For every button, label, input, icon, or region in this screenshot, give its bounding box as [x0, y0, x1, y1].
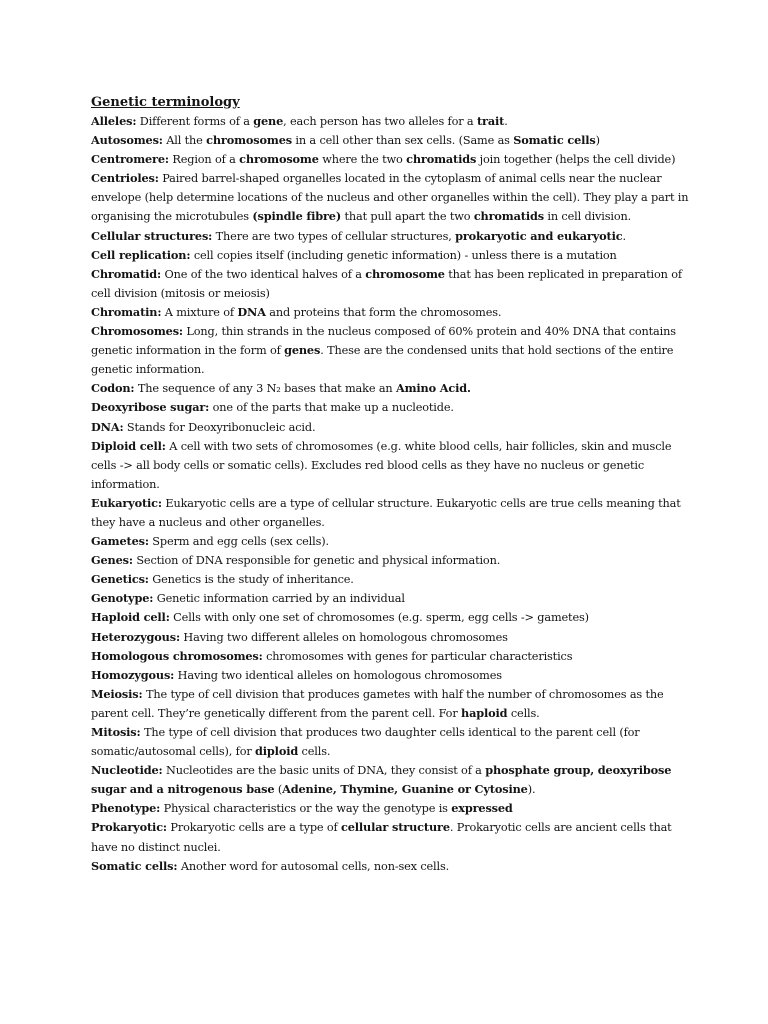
bold-term: chromatids [473, 209, 544, 224]
definition-text: . [504, 115, 508, 128]
bold-term: chromosome [239, 152, 319, 167]
bold-term: haploid [461, 705, 508, 720]
bold-term: DNA [237, 304, 266, 319]
glossary-entry [91, 685, 691, 723]
bold-term: Eukaryotic: [91, 495, 162, 510]
bold-term: (spindle fibre) [252, 209, 342, 224]
bold-term: Heterozygous: [91, 629, 180, 644]
definition-text: cell copies itself (including genetic information) - unless there is a mutation [190, 248, 617, 262]
bold-term: Amino Acid. [395, 381, 471, 396]
bold-term: Diploid cell: [91, 438, 166, 453]
bold-term: Adenine, Thymine, Guanine or Cytosine [282, 782, 528, 797]
bold-term: Somatic cells [513, 133, 596, 148]
definition-text: Another word for autosomal cells, non-sex cells. [177, 859, 450, 873]
definition-text: Paired barrel-shaped organelles located in the cytoplasm of animal cells near the nuclear envelope (help determine locations of the nucleus and other organelles within the cell). They play a part in organising the microtubules [91, 172, 689, 224]
definition-text: Nucleotides are the basic units of DNA, they consist of a [162, 764, 486, 778]
bold-term: Meiosis: [91, 686, 143, 701]
glossary-entry [91, 666, 691, 685]
bold-term: Genes: [91, 553, 133, 568]
glossary-entry [91, 131, 691, 150]
bold-term: Nucleotide: [91, 763, 163, 778]
definition-text: ) [595, 134, 600, 148]
terminology-list [91, 112, 691, 876]
bold-term: Phenotype: [91, 801, 161, 816]
glossary-entry [91, 647, 691, 666]
definition-text: in cell division. [543, 210, 632, 224]
definition-text: One of the two identical halves of a [161, 267, 366, 281]
definition-text: Region of a [168, 153, 240, 167]
bold-term: DNA: [91, 419, 124, 434]
glossary-entry [91, 112, 691, 131]
glossary-entry [91, 379, 691, 398]
definition-text: All the [162, 134, 207, 148]
definition-text: where the two [318, 153, 407, 167]
bold-term: prokaryotic and eukaryotic [455, 228, 623, 243]
definition-text: Eukaryotic cells are a type of cellular structure. Eukaryotic cells are true cells meaning that they have a nucleus and other organelles. [91, 496, 681, 529]
document-title: Genetic terminology [91, 95, 240, 110]
bold-term: Somatic cells: [91, 858, 178, 873]
bold-term: Genotype: [91, 591, 154, 606]
bold-term: Homologous chromosomes: [91, 648, 263, 663]
glossary-entry [91, 322, 691, 379]
definition-text: in a cell other than sex cells. (Same as [291, 134, 514, 148]
definition-text: The type of cell division that produces two daughter cells identical to the parent cell (for somatic/autosomal cells), for [91, 726, 640, 759]
definition-text: ( [274, 783, 283, 797]
definition-text: Different forms of a [136, 115, 254, 128]
glossary-entry [91, 437, 691, 494]
bold-term: chromosomes [206, 133, 292, 148]
definition-text: The type of cell division that produces gametes with half the number of chromosomes as the parent cell. They’re genetically different from the parent cell. For [91, 687, 664, 720]
bold-term: Codon: [91, 381, 135, 396]
glossary-entry [91, 265, 691, 303]
glossary-entry [91, 761, 691, 799]
definition-text: , each person has two alleles for a [283, 115, 477, 128]
definition-text: that has been replicated in preparation of cell division (mitosis or meiosis) [91, 267, 682, 300]
definition-text: Having two different alleles on homologous chromosomes [179, 630, 508, 644]
bold-term: Alleles: [91, 114, 137, 128]
definition-text: There are two types of cellular structures, [212, 229, 456, 243]
definition-text: and proteins that form the chromosomes. [265, 305, 502, 319]
bold-term: Deoxyribose sugar: [91, 400, 210, 415]
bold-term: chromosome [365, 266, 445, 281]
glossary-entry [91, 551, 691, 570]
glossary-entry [91, 857, 691, 876]
bold-term: genes [284, 343, 321, 358]
glossary-entry [91, 799, 691, 818]
bold-term: Mitosis: [91, 725, 141, 739]
bold-term: Autosomes: [91, 133, 163, 148]
bold-term: Centromere: [91, 152, 169, 167]
glossary-entry [91, 570, 691, 589]
bold-term: Cell replication: [91, 247, 191, 262]
bold-term: gene [253, 114, 284, 128]
definition-text: . These are the condensed units that hold sections of the entire genetic information. [91, 344, 674, 377]
glossary-entry [91, 398, 691, 417]
definition-text: Cells with only one set of chromosomes (e.g. sperm, egg cells -> gametes) [169, 611, 589, 625]
glossary-entry [91, 723, 691, 761]
glossary-entry [91, 628, 691, 647]
definition-text: A cell with two sets of chromosomes (e.g. white blood cells, hair follicles, skin and muscle cells -> all body cells or somatic cells). Excludes red blood cells as they have no nucleus or genetic information. [91, 439, 672, 491]
glossary-entry [91, 494, 691, 532]
definition-text: Prokaryotic cells are a type of [166, 821, 341, 835]
glossary-entry [91, 589, 691, 608]
definition-text: one of the parts that make up a nucleotide. [209, 401, 454, 415]
glossary-entry [91, 246, 691, 265]
definition-text: Section of DNA responsible for genetic and physical information. [132, 554, 501, 568]
bold-term: trait [476, 114, 505, 128]
glossary-entry [91, 818, 691, 856]
glossary-entry [91, 418, 691, 437]
definition-text: chromosomes with genes for particular characteristics [262, 649, 573, 663]
bold-term: Cellular structures: [91, 228, 213, 243]
bold-term: Genetics: [91, 572, 149, 587]
definition-text: cells. [298, 745, 331, 759]
glossary-entry [91, 532, 691, 551]
definition-text: The sequence of any 3 N₂ bases that make an [134, 382, 396, 396]
glossary-entry [91, 227, 691, 246]
bold-term: Chromosomes: [91, 324, 183, 339]
bold-term: Chromatin: [91, 304, 162, 319]
bold-term: Homozygous: [91, 667, 175, 682]
definition-text: A mixture of [161, 305, 238, 319]
definition-text: Genetics is the study of inheritance. [148, 573, 354, 587]
bold-term: Haploid cell: [91, 610, 170, 625]
definition-text: Long, thin strands in the nucleus composed of 60% protein and 40% DNA that contains genetic information in the form of [91, 325, 676, 358]
bold-term: phosphate group, deoxyribose sugar and a nitrogenous base [91, 763, 672, 797]
document-page [91, 93, 691, 876]
definition-text: Physical characteristics or the way the genotype is [160, 802, 452, 816]
bold-term: diploid [255, 744, 299, 759]
definition-text: Genetic information carried by an individual [153, 592, 405, 606]
definition-text: ). [527, 783, 536, 797]
bold-term: Prokaryotic: [91, 820, 167, 835]
glossary-entry [91, 169, 691, 226]
definition-text: cells. [507, 706, 540, 720]
definition-text: that pull apart the two [341, 210, 474, 224]
glossary-entry [91, 608, 691, 627]
definition-text: . Prokaryotic cells are ancient cells that have no distinct nuclei. [91, 821, 672, 854]
definition-text: Sperm and egg cells (sex cells). [148, 535, 329, 549]
definition-text: join together (helps the cell divide) [476, 153, 676, 167]
bold-term: Centrioles: [91, 171, 159, 186]
glossary-entry [91, 150, 691, 169]
bold-term: expressed [451, 801, 513, 816]
bold-term: Gametes: [91, 534, 149, 549]
definition-text: Stands for Deoxyribonucleic acid. [123, 420, 316, 434]
definition-text: . [622, 229, 626, 243]
bold-term: chromatids [406, 152, 477, 167]
definition-text: Having two identical alleles on homologous chromosomes [174, 668, 502, 682]
bold-term: cellular structure [341, 820, 450, 835]
glossary-entry [91, 303, 691, 322]
bold-term: Chromatid: [91, 266, 162, 281]
